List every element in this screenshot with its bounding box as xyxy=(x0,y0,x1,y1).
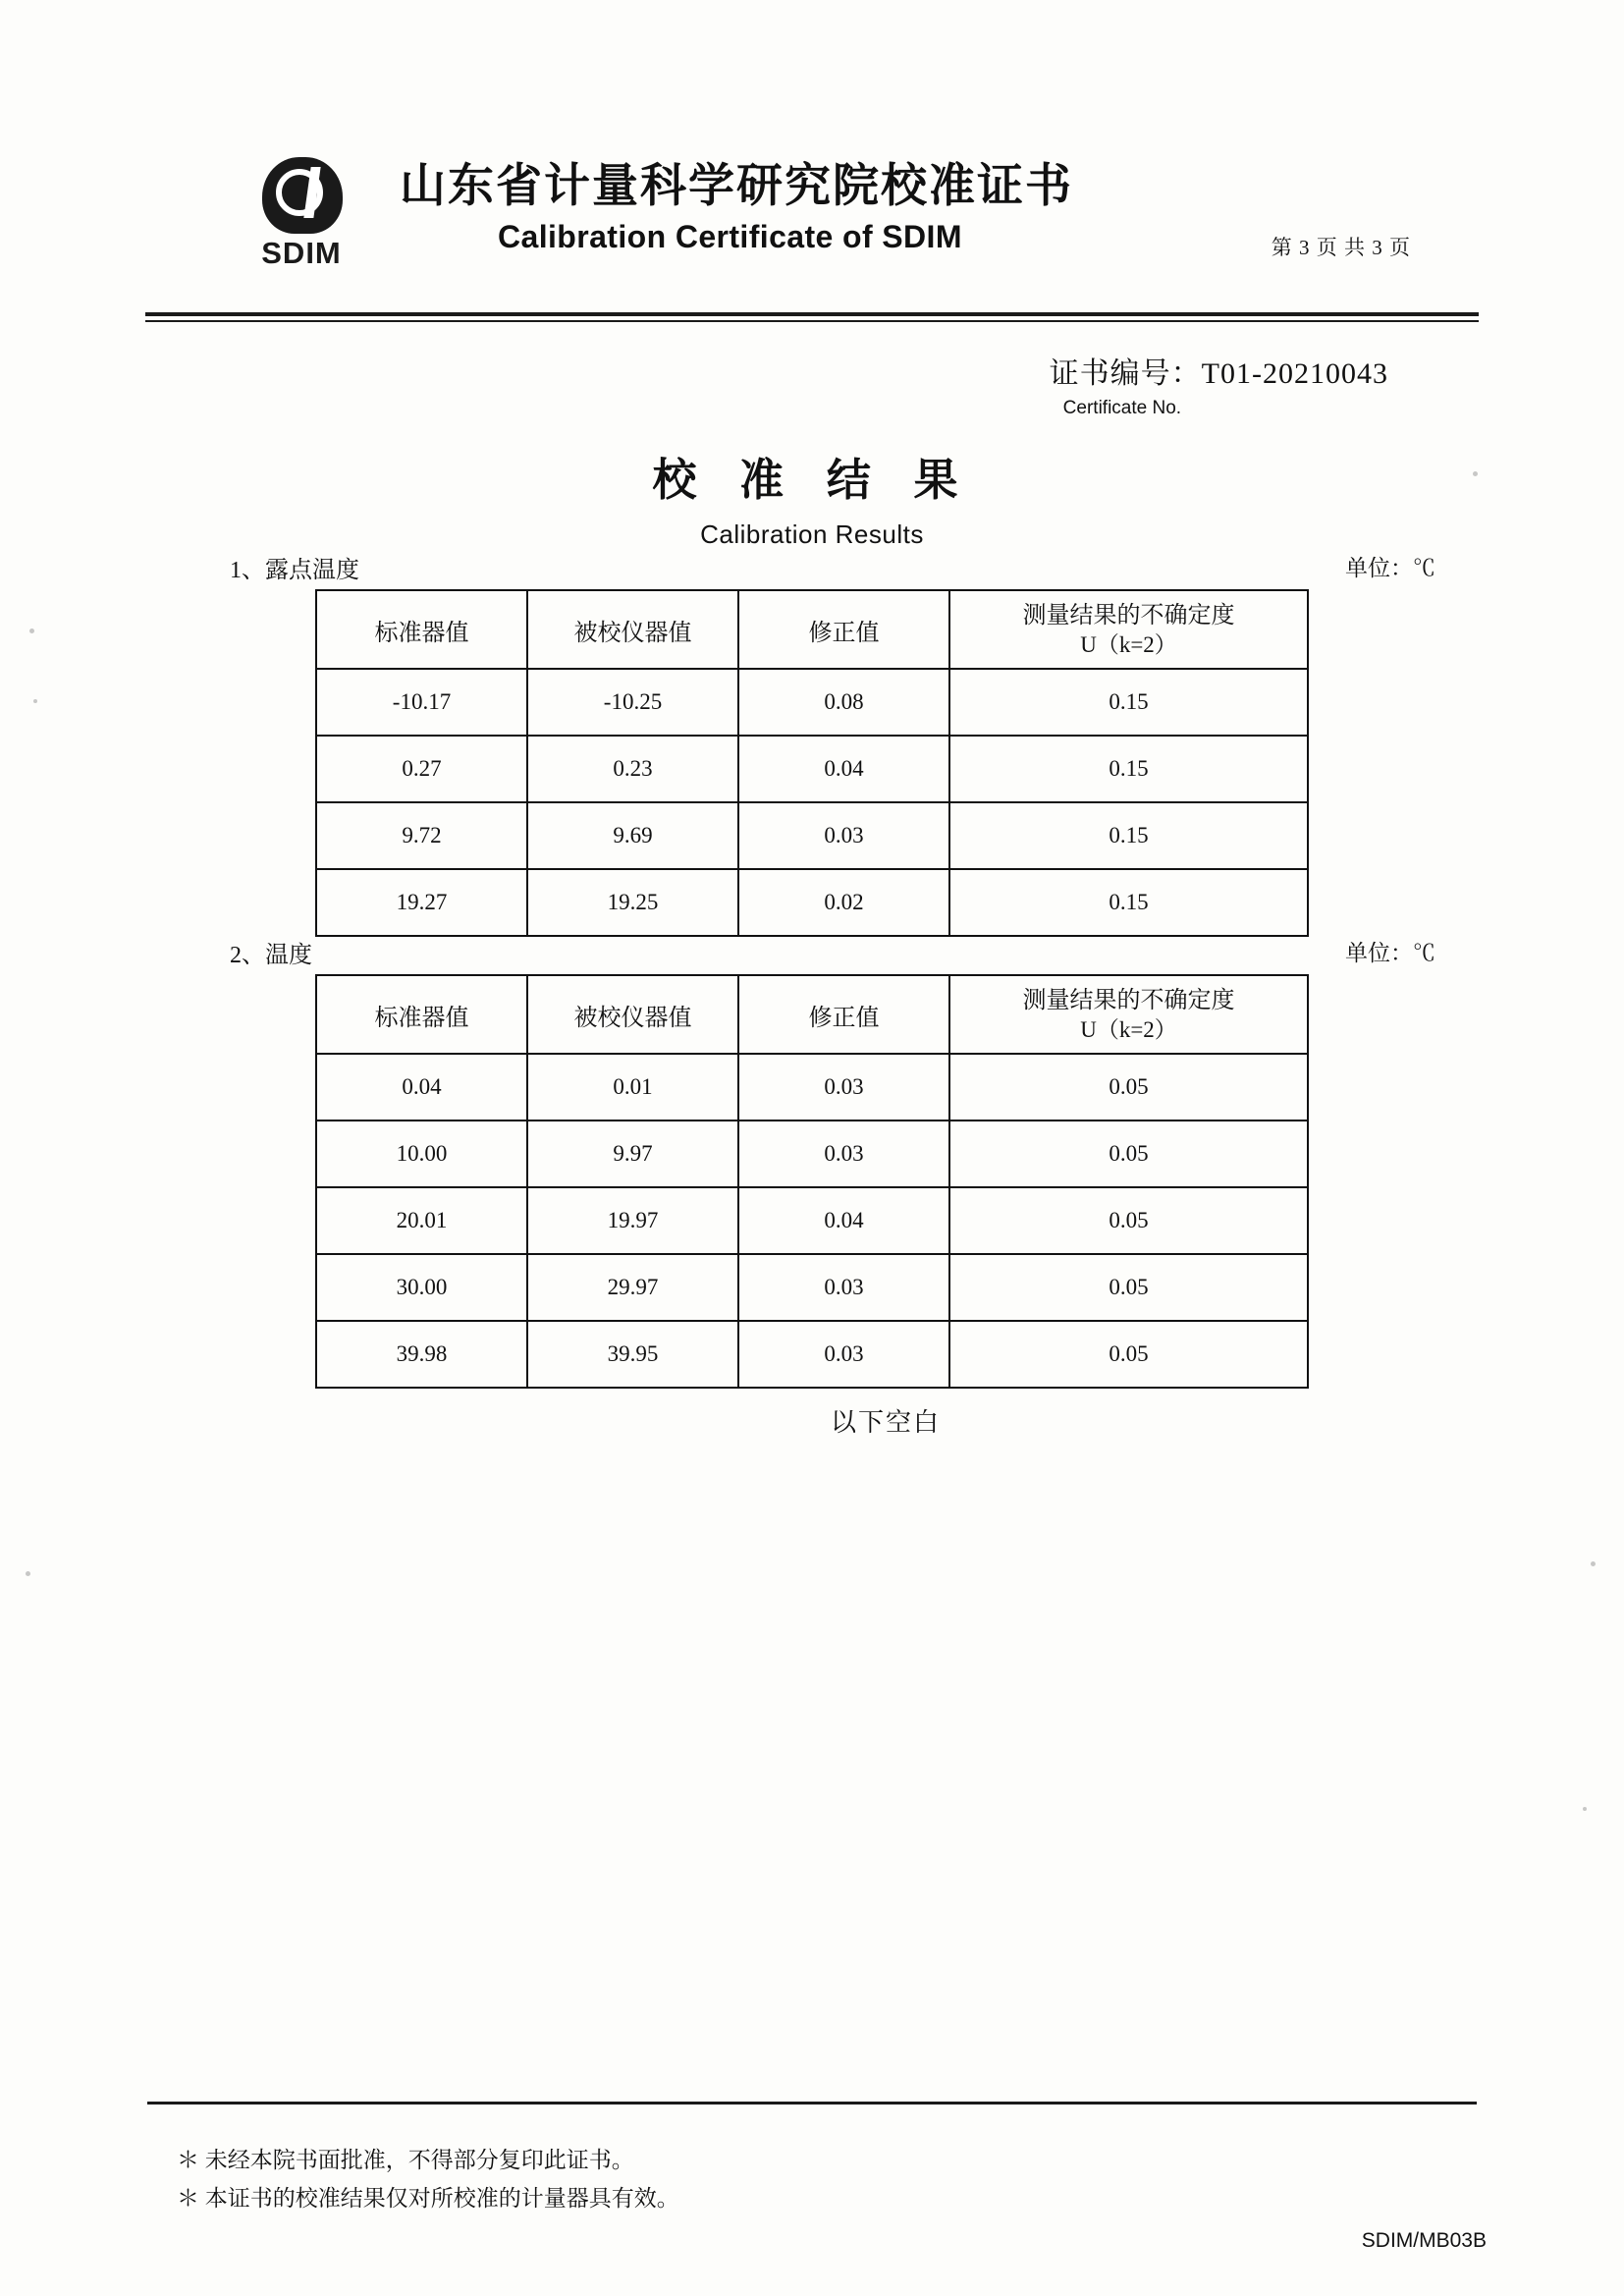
cell-standard: 30.00 xyxy=(316,1254,527,1321)
cell-correction: 0.08 xyxy=(738,669,949,736)
cell-device: 29.97 xyxy=(527,1254,738,1321)
footer-note-1: ＊ 未经本院书面批准，不得部分复印此证书。 xyxy=(177,2148,634,2172)
cell-standard: 20.01 xyxy=(316,1187,527,1254)
cell-device: -10.25 xyxy=(527,669,738,736)
column-header-correction: 修正值 xyxy=(738,975,949,1054)
table-row xyxy=(316,1187,1308,1254)
results-title-en: Calibration Results xyxy=(700,519,924,549)
cell-correction: 0.02 xyxy=(738,869,949,936)
certificate-number-label-en: Certificate No. xyxy=(1062,398,1182,418)
cell-uncertainty: 0.15 xyxy=(949,669,1308,736)
section-1-index: 1、 xyxy=(230,558,265,583)
column-header-standard: 标准器值 xyxy=(316,590,527,669)
column-header-uncertainty xyxy=(949,590,1308,669)
certificate-number-line xyxy=(1050,349,1388,392)
table-row xyxy=(316,869,1308,936)
dew-point-table xyxy=(315,589,1309,937)
header-divider xyxy=(145,312,1479,322)
column-header-correction: 修正值 xyxy=(738,590,949,669)
document-title-en: Calibration Certificate of SDIM xyxy=(498,219,962,254)
certificate-number-value: T01-20210043 xyxy=(1201,357,1388,390)
table-row xyxy=(316,1121,1308,1187)
cell-uncertainty: 0.05 xyxy=(949,1187,1308,1254)
cell-device: 19.97 xyxy=(527,1187,738,1254)
certificate-number-block xyxy=(1050,349,1388,419)
table-row xyxy=(316,736,1308,802)
cell-standard: 39.98 xyxy=(316,1321,527,1388)
section-temperature xyxy=(0,935,1624,1439)
cell-correction: 0.03 xyxy=(738,1121,949,1187)
cell-uncertainty: 0.05 xyxy=(949,1054,1308,1121)
cell-standard: -10.17 xyxy=(316,669,527,736)
cell-device: 0.23 xyxy=(527,736,738,802)
footer-divider xyxy=(147,2102,1477,2105)
section-1-label xyxy=(230,550,359,584)
column-header-device: 被校仪器值 xyxy=(527,590,738,669)
cell-standard: 0.04 xyxy=(316,1054,527,1121)
column-header-device: 被校仪器值 xyxy=(527,975,738,1054)
section-1-name: 露点温度 xyxy=(265,558,359,583)
column-header-uncertainty-line1: 测量结果的不确定度 xyxy=(1022,600,1235,629)
footer-form-code: SDIM/MB03B xyxy=(1361,2229,1487,2252)
section-dew-point xyxy=(0,550,1624,937)
scan-speck xyxy=(1583,1807,1587,1811)
scan-speck xyxy=(1591,1561,1596,1566)
column-header-standard: 标准器值 xyxy=(316,975,527,1054)
document-header xyxy=(0,147,1624,314)
cell-device: 9.97 xyxy=(527,1121,738,1187)
cell-correction: 0.03 xyxy=(738,1054,949,1121)
column-header-uncertainty-line1: 测量结果的不确定度 xyxy=(1022,985,1235,1013)
cell-uncertainty: 0.15 xyxy=(949,736,1308,802)
cell-correction: 0.03 xyxy=(738,1254,949,1321)
cell-correction: 0.04 xyxy=(738,1187,949,1254)
footer-notes xyxy=(177,2141,679,2217)
table-row xyxy=(316,1321,1308,1388)
sdim-logo-text: SDIM xyxy=(261,236,342,270)
document-title-cn: 山东省计量科学研究院校准证书 xyxy=(400,159,1073,213)
cell-uncertainty: 0.15 xyxy=(949,802,1308,869)
table-header-row xyxy=(316,975,1308,1054)
section-2-name: 温度 xyxy=(265,943,312,968)
section-2-index: 2、 xyxy=(230,943,265,968)
table-row xyxy=(316,669,1308,736)
sdim-logo xyxy=(233,157,370,271)
cell-standard: 10.00 xyxy=(316,1121,527,1187)
cell-device: 19.25 xyxy=(527,869,738,936)
column-header-uncertainty-line2: U（k=2） xyxy=(1080,631,1177,657)
table-row xyxy=(316,1254,1308,1321)
results-title-cn: 校 准 结 果 xyxy=(652,454,972,506)
cell-device: 9.69 xyxy=(527,802,738,869)
table-row xyxy=(316,1054,1308,1121)
column-header-uncertainty-line2: U（k=2） xyxy=(1080,1016,1177,1042)
cell-uncertainty: 0.15 xyxy=(949,869,1308,936)
cell-uncertainty: 0.05 xyxy=(949,1321,1308,1388)
cell-device: 0.01 xyxy=(527,1054,738,1121)
cell-correction: 0.03 xyxy=(738,802,949,869)
table-row xyxy=(316,802,1308,869)
cell-standard: 0.27 xyxy=(316,736,527,802)
section-2-label xyxy=(230,935,312,969)
section-2-unit: 单位：℃ xyxy=(1345,941,1435,965)
sdim-logo-icon xyxy=(254,157,349,234)
page-number: 第 3 页 共 3 页 xyxy=(1271,236,1411,259)
cell-standard: 9.72 xyxy=(316,802,527,869)
section-1-unit: 单位：℃ xyxy=(1345,556,1435,580)
certificate-number-label: 证书编号： xyxy=(1049,357,1202,390)
scan-speck xyxy=(26,1571,30,1576)
temperature-table xyxy=(315,974,1309,1389)
cell-correction: 0.04 xyxy=(738,736,949,802)
footer-note-2: ＊ 本证书的校准结果仅对所校准的计量器具有效。 xyxy=(177,2186,679,2212)
cell-uncertainty: 0.05 xyxy=(949,1121,1308,1187)
table-header-row xyxy=(316,590,1308,669)
results-title xyxy=(0,444,1624,550)
blank-below-note: 以下空白 xyxy=(830,1408,941,1437)
cell-uncertainty: 0.05 xyxy=(949,1254,1308,1321)
column-header-uncertainty xyxy=(949,975,1308,1054)
cell-standard: 19.27 xyxy=(316,869,527,936)
cell-correction: 0.03 xyxy=(738,1321,949,1388)
cell-device: 39.95 xyxy=(527,1321,738,1388)
